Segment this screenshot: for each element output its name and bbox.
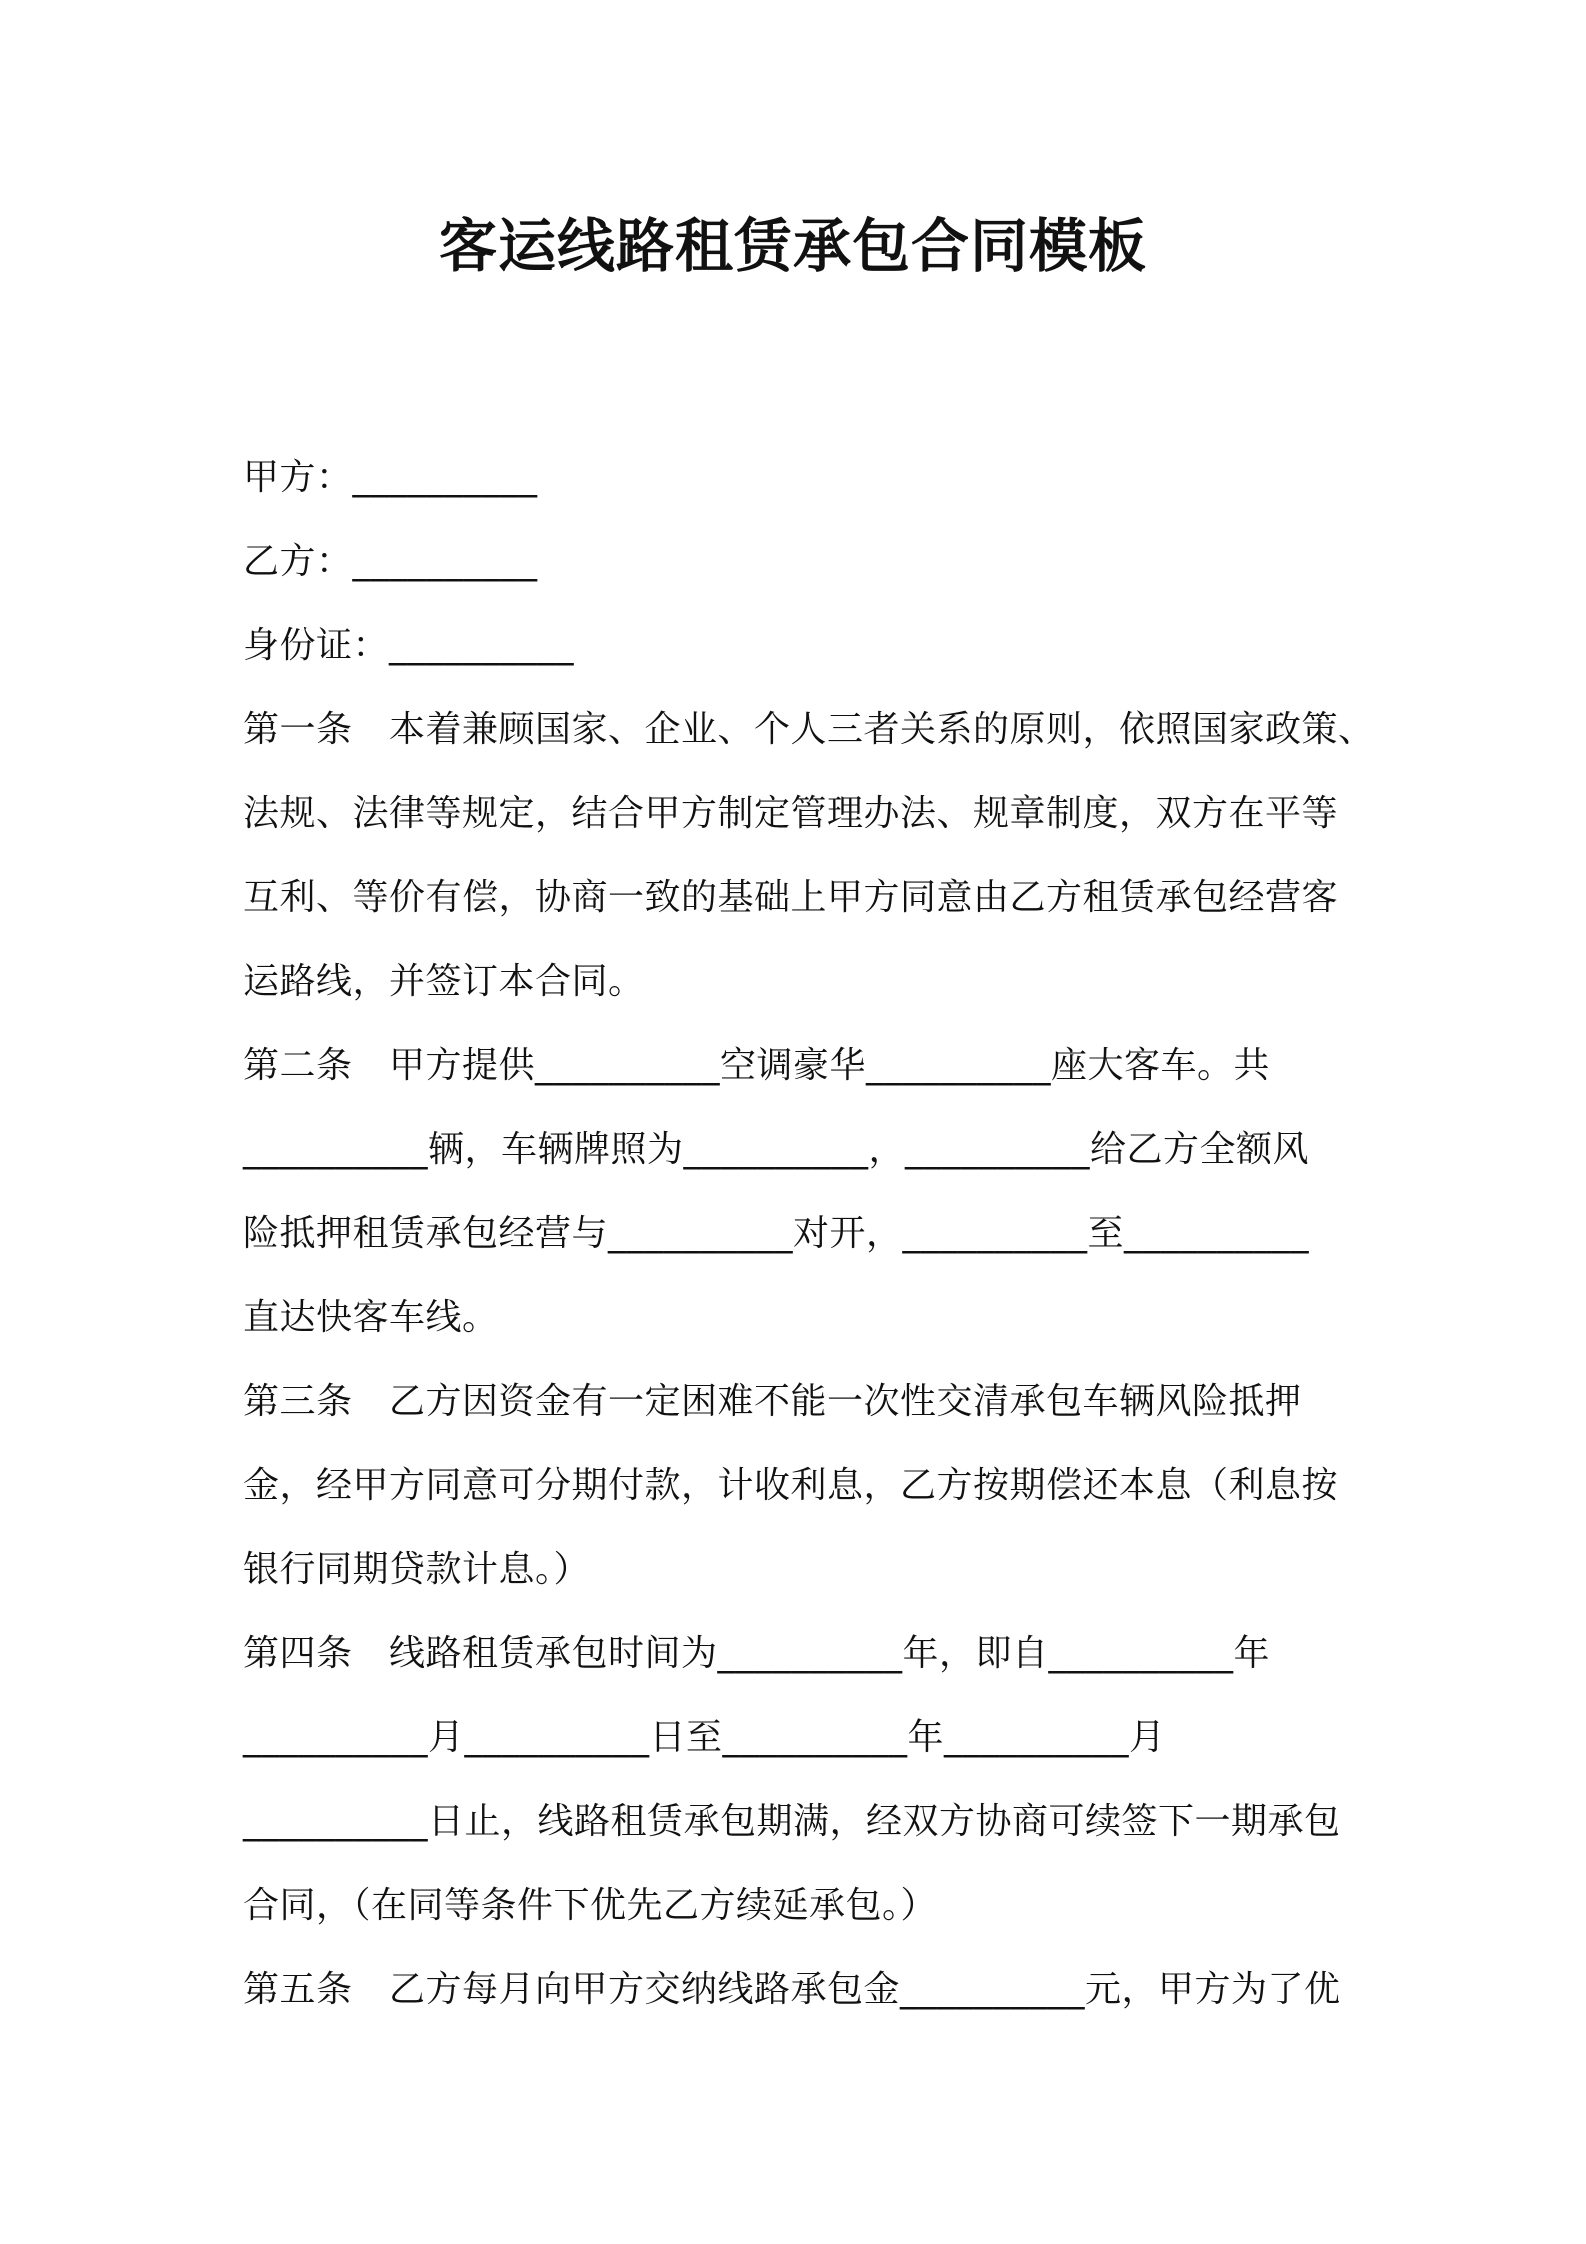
- article-5-line-1: 第五条 乙方每月向甲方交纳线路承包金__________元，甲方为了优: [243, 1969, 1341, 2010]
- article-2-line-1: 第二条 甲方提供__________空调豪华__________座大客车。共: [243, 1045, 1271, 1086]
- article-3-line-3: 银行同期贷款计息。）: [243, 1549, 591, 1590]
- article-4-line-1: 第四条 线路租赁承包时间为__________年，即自__________年: [243, 1633, 1271, 1674]
- article-4-line-2: __________月__________日至__________年__________月: [243, 1717, 1166, 1758]
- id-card-line: 身份证：__________: [243, 625, 575, 666]
- article-2-line-2: __________辆，车辆牌照为__________，__________给乙方全额风: [243, 1129, 1310, 1170]
- article-3-line-2: 金，经甲方同意可分期付款，计收利息，乙方按期偿还本息（利息按: [243, 1465, 1339, 1506]
- party-b-line: 乙方：__________: [243, 541, 538, 582]
- article-1-line-1: 第一条 本着兼顾国家、企业、个人三者关系的原则，依照国家政策、: [243, 709, 1375, 750]
- article-2-line-4: 直达快客车线。: [243, 1297, 499, 1338]
- article-1-line-4: 运路线，并签订本合同。: [243, 961, 645, 1002]
- article-2-line-3: 险抵押租赁承包经营与__________对开，__________至__________: [243, 1213, 1310, 1254]
- article-4-line-4: 合同，（在同等条件下优先乙方续延承包。）: [243, 1885, 938, 1926]
- article-3-line-1: 第三条 乙方因资金有一定困难不能一次性交清承包车辆风险抵押: [243, 1381, 1302, 1422]
- party-a-line: 甲方：__________: [243, 457, 538, 498]
- article-4-line-3: __________日止，线路租赁承包期满，经双方协商可续签下一期承包: [243, 1801, 1341, 1842]
- article-1-line-2: 法规、法律等规定，结合甲方制定管理办法、规章制度，双方在平等: [243, 793, 1339, 834]
- document-title: 客运线路租赁承包合同模板: [438, 212, 1147, 280]
- article-1-line-3: 互利、等价有偿，协商一致的基础上甲方同意由乙方租赁承包经营客: [243, 877, 1339, 918]
